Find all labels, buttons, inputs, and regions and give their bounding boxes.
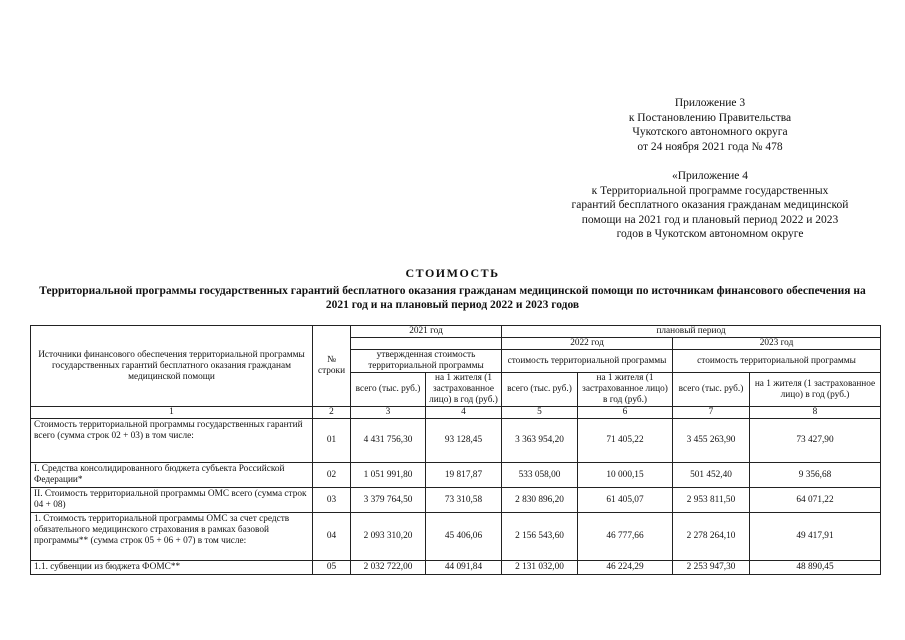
cell-value: 61 405,07 xyxy=(578,488,673,513)
cell-value: 46 224,29 xyxy=(578,561,673,575)
cell-value: 2 278 264,10 xyxy=(673,513,750,561)
table-row xyxy=(31,463,881,488)
cell-value: 9 356,68 xyxy=(750,463,881,488)
cell-value: 2 830 896,20 xyxy=(502,488,578,513)
document-title: СТОИМОСТЬ xyxy=(405,266,500,280)
cell-value: 2 953 811,50 xyxy=(673,488,750,513)
cell-value: 46 777,66 xyxy=(578,513,673,561)
cell-value: 2 253 947,30 xyxy=(673,561,750,575)
cell-value: 4 431 756,30 xyxy=(351,419,426,463)
header-row-number: № строки xyxy=(313,326,351,407)
row-number: 01 xyxy=(313,419,351,463)
cell-value: 49 417,91 xyxy=(750,513,881,561)
column-number: 7 xyxy=(673,407,750,419)
cell-value: 501 452,40 xyxy=(673,463,750,488)
cell-value: 533 058,00 xyxy=(502,463,578,488)
row-number: 04 xyxy=(313,513,351,561)
appendix-3-block xyxy=(560,96,860,154)
cell-value: 3 455 263,90 xyxy=(673,419,750,463)
cell-value: 3 363 954,20 xyxy=(502,419,578,463)
row-source: II. Стоимость территориальной программы ОМС всего (сумма строк 04 + 08) xyxy=(31,488,313,513)
column-number: 4 xyxy=(426,407,502,419)
table-row xyxy=(31,513,881,561)
row-number: 02 xyxy=(313,463,351,488)
cell-value: 73 310,58 xyxy=(426,488,502,513)
column-number: 3 xyxy=(351,407,426,419)
row-source: 1.1. субвенции из бюджета ФОМС** xyxy=(31,561,313,575)
cell-value: 2 156 543,60 xyxy=(502,513,578,561)
appendix-4-line: к Территориальной программе государственных xyxy=(591,184,829,197)
header-year-2023: 2023 год xyxy=(673,338,881,350)
header-year-2022: 2022 год xyxy=(502,338,673,350)
cell-value: 19 817,87 xyxy=(426,463,502,488)
header-cost-2022: стоимость территориальной программы xyxy=(502,350,673,373)
row-number: 03 xyxy=(313,488,351,513)
cell-value: 1 051 991,80 xyxy=(351,463,426,488)
header-year-2021: 2021 год xyxy=(351,326,502,338)
cell-value: 93 128,45 xyxy=(426,419,502,463)
cell-value: 73 427,90 xyxy=(750,419,881,463)
column-number: 5 xyxy=(502,407,578,419)
header-per-capita: на 1 жителя (1 застрахованное лицо) в год (руб.) xyxy=(426,373,502,407)
document-subtitle: Территориальной программы государственных гарантий бесплатного оказания гражданам медицинской помощи по источникам финансового обеспечения на 2021 год и на плановый период 2022 и 2023 годов xyxy=(39,285,866,311)
appendix-3-line: от 24 ноября 2021 года № 478 xyxy=(637,140,783,153)
row-source: 1. Стоимость территориальной программы ОМС за счет средств обязательного медицинского страхования в рамках базовой программы** (сумма строк 05 + 06 + 07) в том числе: xyxy=(31,513,313,561)
column-number: 1 xyxy=(31,407,313,419)
cell-value: 2 131 032,00 xyxy=(502,561,578,575)
cell-value: 3 379 764,50 xyxy=(351,488,426,513)
header-row-years xyxy=(31,326,881,338)
cell-value: 10 000,15 xyxy=(578,463,673,488)
table-row xyxy=(31,419,881,463)
header-total: всего (тыс. руб.) xyxy=(351,373,426,407)
cell-value: 2 093 310,20 xyxy=(351,513,426,561)
table-row xyxy=(31,561,881,575)
appendix-3-line: Чукотского автономного округа xyxy=(632,126,788,138)
header-cost-2023: стоимость территориальной программы xyxy=(673,350,881,373)
row-source: I. Средства консолидированного бюджета субъекта Российской Федерации* xyxy=(31,463,313,488)
appendix-4-line: «Приложение 4 xyxy=(671,170,749,182)
row-number: 05 xyxy=(313,561,351,575)
header-per-capita: на 1 жителя (1 застрахованное лицо) в год (руб.) xyxy=(578,373,673,407)
cell-value: 71 405,22 xyxy=(578,419,673,463)
column-number: 2 xyxy=(313,407,351,419)
cell-value: 64 071,22 xyxy=(750,488,881,513)
appendix-4-block xyxy=(560,169,860,242)
column-number-row xyxy=(31,407,881,419)
header-blank xyxy=(351,338,502,350)
column-number: 8 xyxy=(750,407,881,419)
appendix-4-line: помощи на 2021 год и плановый период 2022 и 2023 xyxy=(581,213,839,226)
header-per-capita: на 1 жителя (1 застрахованное лицо) в год (руб.) xyxy=(750,373,881,407)
header-approved-cost: утвержденная стоимость территориальной программы xyxy=(351,350,502,373)
header-total: всего (тыс. руб.) xyxy=(502,373,578,407)
cell-value: 48 890,45 xyxy=(750,561,881,575)
cell-value: 45 406,06 xyxy=(426,513,502,561)
cell-value: 2 032 722,00 xyxy=(351,561,426,575)
cell-value: 44 091,84 xyxy=(426,561,502,575)
header-planned-period: плановый период xyxy=(502,326,881,338)
table-row xyxy=(31,488,881,513)
appendix-4-line: годов в Чукотском автономном округе xyxy=(616,228,804,240)
column-number: 6 xyxy=(578,407,673,419)
header-source: Источники финансового обеспечения территориальной программы государственных гарантий бесплатного оказания гражданам медицинской помощи xyxy=(31,326,313,407)
cost-table xyxy=(30,325,881,575)
appendix-3-line: к Постановлению Правительства xyxy=(628,111,792,124)
header-total: всего (тыс. руб.) xyxy=(673,373,750,407)
appendix-4-line: гарантий бесплатного оказания гражданам медицинской xyxy=(571,199,849,211)
row-source: Стоимость территориальной программы государственных гарантий всего (сумма строк 02 + 03) в том числе: xyxy=(31,419,313,463)
appendix-3-line: Приложение 3 xyxy=(674,97,746,109)
